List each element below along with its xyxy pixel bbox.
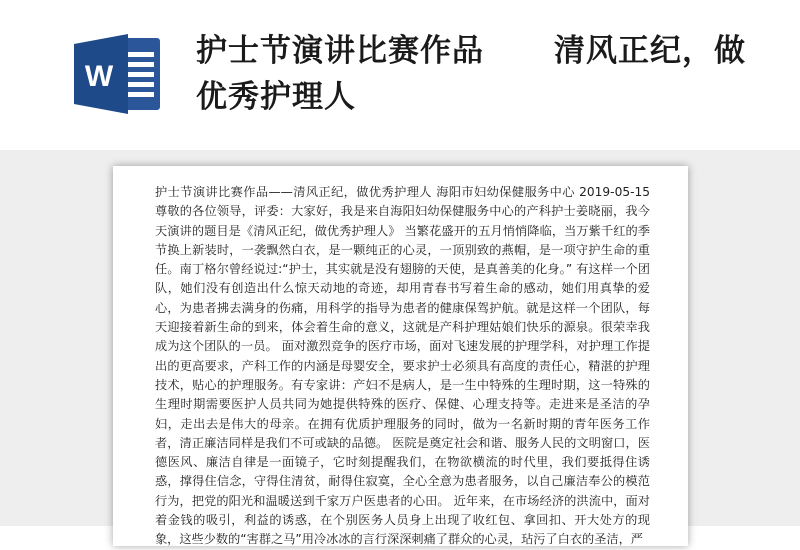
word-document-icon xyxy=(74,32,164,116)
document-title xyxy=(196,28,776,120)
header xyxy=(0,0,800,150)
word-icon-letter: W xyxy=(84,60,114,93)
title-part-2: 清风正纪，做优秀护理人 xyxy=(196,33,746,115)
title-part-1: 护士节演讲比赛作品 xyxy=(196,33,484,69)
document-body-text: 护士节演讲比赛作品——清风正纪，做优秀护理人 海阳市妇幼保健服务中心 2019-05-15 尊敬的各位领导，评委：大家好，我是来自海阳妇幼保健服务中心的产科护士姜晓丽，我今天演讲的题目是《清风正纪，做优秀护理人》 当繁花盛开的五月悄悄降临，当万紫千红的季节换上新装时，一袭飘然白衣，是一颗纯正的心灵，一顶别致的燕帽，是一项守护生命的重任。南丁格尔曾经说过:“护士，其实就是没有翅膀的天使，是真善美的化身。” 有这样一个团队，她们没有创造出什么惊天动地的奇迹，却用青春书写着生命的感动，她们用真挚的爱心，为患者拂去满身的伤痛，用科学的指导为患者的健康保驾护航。就是这样一个团队，每天迎接着新生命的到来，体会着生命的意义，这就是产科护理姑娘们快乐的源泉。很荣幸我成为这个团队的一员。 面对激烈竞争的医疗市场，面对飞速发展的护理学科，对护理工作提出的更高要求，产科工作的内涵是母婴安全，要求护士必须具有高度的责任心，精湛的护理技术，贴心的护理服务。有专家讲：产妇不是病人，是一生中特殊的生理时期，这一特殊的生理时期需要医护人员共同为她提供特殊的医疗、保健、心理支持等。走进来是圣洁的孕妇，走出去是伟大的母亲。在拥有优质护理服务的同时，做为一名新时期的青年医务工作者，清正廉洁同样是我们不可或缺的品德。 医院是奠定社会和谐、服务人民的文明窗口，医德医风、廉洁自律是一面镜子，它时刻提醒我们，在物欲横流的时代里，我们要抵得住诱惑，撑得住信念，守得住清贫，耐得住寂寞，全心全意为患者服务，以自己廉洁奉公的模范行为，把党的阳光和温暖送到千家万户医患者的心田。 近年来，在市场经济的洪流中，面对着金钱的吸引，利益的诱惑，在个别医务人员身上出现了收红包、拿回扣、开大处方的现象，这些少数的“害群之马”用冷冰冰的言行深深刺痛了群众的心灵，玷污了白衣的圣洁，严 xyxy=(155,185,650,547)
document-page xyxy=(113,166,688,546)
